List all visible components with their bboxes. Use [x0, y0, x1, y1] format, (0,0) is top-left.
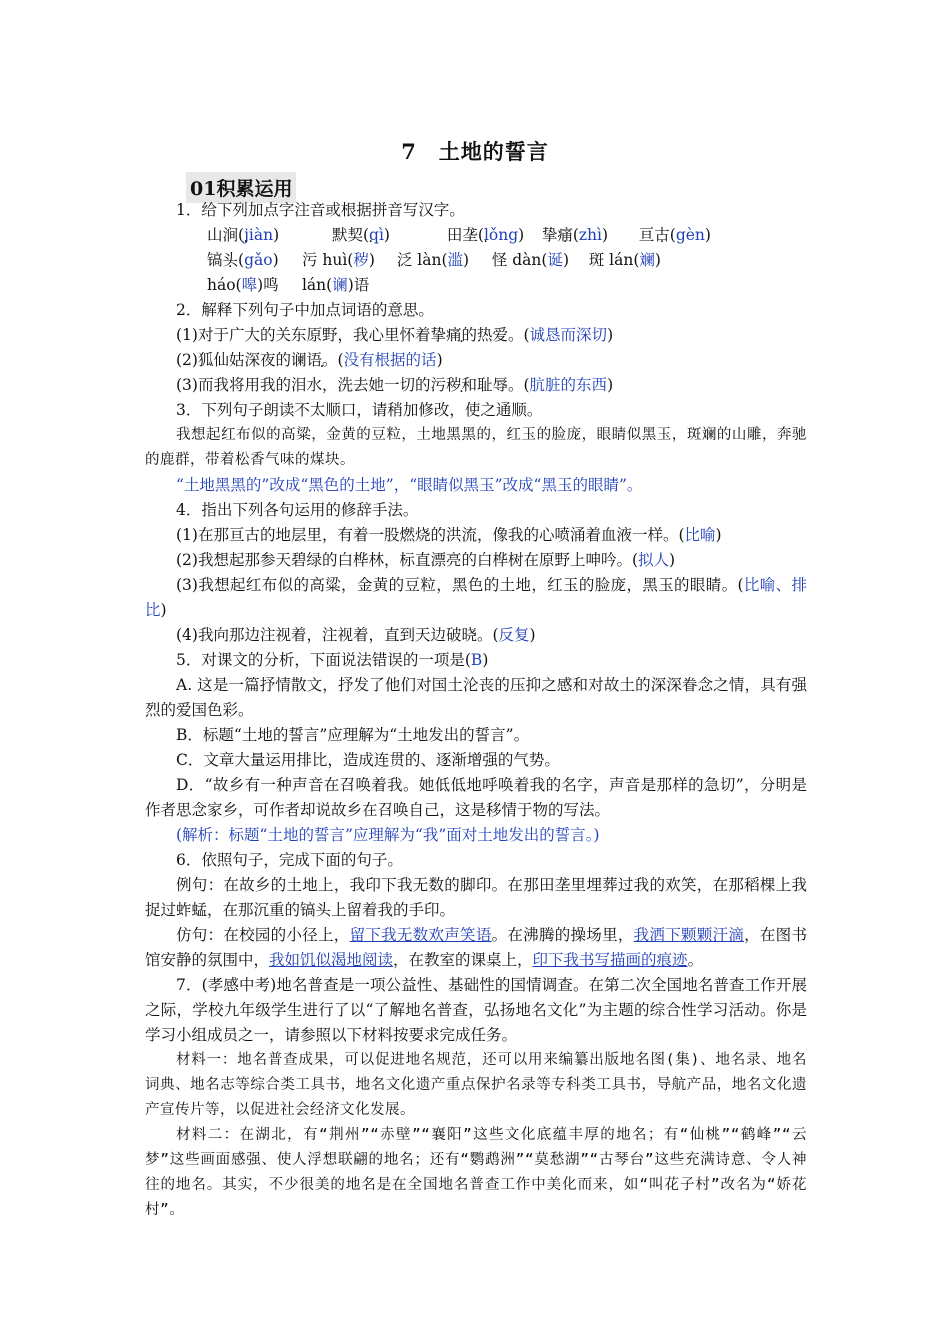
q5-stem: 5．对课文的分析，下面说法错误的一项是(B): [176, 651, 489, 669]
q2-sentence-1: (1)对于广大的关东原野，我心里怀着挚痛的热爱。(诚恳而深切): [176, 326, 614, 344]
q4-sentence-2: (2)我想起那参天碧绿的白桦林，标直漂亮的白桦树在原野上呻吟。(拟人): [176, 551, 676, 569]
q7-stem: 7．(孝感中考)地名普查是一项公益性、基础性的国情调查。在第二次全国地名普查工作开展之际，学校九年级学生进行了以“了解地名普查，弘扬地名文化”为主题的综合性学习活动。你是学习小组成员之一，请参照以下材料按要求完成任务。: [145, 976, 807, 1044]
q4-stem: 4．指出下列各句运用的修辞手法。: [176, 501, 419, 519]
q1-item: 泛 làn(滥): [396, 251, 470, 269]
q6-example: 例句：在故乡的土地上，我印下我无数的脚印。在那田垄里埋葬过我的欢笑，在那稻棵上我捉过蚱蜢，在那沉重的镐头上留着我的手印。: [145, 876, 807, 919]
q1-item: 斑 lán(斓): [588, 251, 661, 269]
q5-option-d: D．“故乡有一种声音在召唤着我。她低低地呼唤着我的名字，声音是那样的急切”，分明是作者思念家乡，可作者却说故乡在召唤自己，这是移情于物的写法。: [145, 776, 807, 819]
q1-item: 山涧(jiàn): [207, 226, 280, 244]
q1-row3: [145, 273, 807, 298]
q6-imitation: 仿句：在校园的小径上，留下我无数欢声笑语。在沸腾的操场里，我洒下颗颗汗滴，在图书馆安静的氛围中，我如饥似渴地阅读，在教室的课桌上，印下我书写描画的痕迹。: [145, 926, 807, 969]
q1-item: 怪 dàn(诞): [491, 251, 570, 269]
q5-analysis: (解析：标题“土地的誓言”应理解为“我”面对土地发出的誓言。): [176, 826, 600, 844]
q2-sentence-2: (2)狐仙姑深夜的谰语。(没有根据的话): [176, 351, 443, 369]
q1-item: 污 huì(秽): [301, 251, 375, 269]
q3-answer: “土地黑黑的”改成“黑色的土地”，“眼睛似黑玉”改成“黑玉的眼睛”。: [176, 476, 643, 494]
q3-stem: 3．下列句子朗读不太顺口，请稍加修改，使之通顺。: [176, 401, 543, 419]
q5-option-a: A. 这是一篇抒情散文，抒发了他们对国土沦丧的压抑之感和对故土的深深眷念之情，具有强烈的爱国色彩。: [145, 676, 807, 719]
q1-stem: 1．给下列加点字注音或根据拼音写汉字。: [176, 201, 465, 219]
q7-material-2: 材料二：在湖北，有“荆州”“赤壁”“襄阳”这些文化底蕴丰厚的地名；有“仙桃”“鹤峰”“云梦”这些画面感强、使人浮想联翩的地名；还有“鹦鹉洲”“莫愁湖”“古琴台”这些充满诗意、令人神往的地名。其实，不少很美的地名是在全国地名普查工作中美化而来，如“叫花子村”改名为“娇花村”。: [145, 1127, 807, 1218]
q4-sentence-1: (1)在那亘古的地层里，有着一股燃烧的洪流，像我的心喷涌着血液一样。(比喻): [176, 526, 722, 544]
q3-text: 我想起红布似的高粱，金黄的豆粒，土地黑黑的，红玉的脸庞，眼睛似黑玉，斑斓的山雕，奔驰的鹿群，带着松香气味的煤块。: [145, 427, 807, 468]
content: [145, 198, 807, 1223]
q1-item: lán(谰)语: [301, 276, 370, 294]
q5-option-b: B．标题“土地的誓言”应理解为“土地发出的誓言”。: [176, 726, 530, 744]
q1-item: háo(嗥)鸣: [207, 276, 279, 294]
q7-material-1: 材料一：地名普查成果，可以促进地名规范，还可以用来编纂出版地名图(集)、地名录、地名词典、地名志等综合类工具书，地名文化遗产重点保护名录等专科类工具书，导航产品，地名文化遗产宣传片等，以促进社会经济文化发展。: [145, 1052, 807, 1118]
page-title: 7 土地的誓言: [401, 139, 549, 164]
q1-item: 田垄(lǒng): [446, 226, 525, 244]
q5-option-c: C．文章大量运用排比，造成连贯的、逐渐增强的气势。: [176, 751, 560, 769]
q6-stem: 6．依照句子，完成下面的句子。: [176, 851, 403, 869]
q1-item: 默契(qì): [331, 226, 390, 244]
q2-stem: 2．解释下列句子中加点词语的意思。: [176, 301, 434, 319]
q1-item: 挚痛(zhì): [541, 226, 609, 244]
q4-sentence-4: (4)我向那边注视着，注视着，直到天边破晓。(反复): [176, 626, 536, 644]
q1-row1: [145, 223, 807, 248]
q1-item: 镐头(gǎo): [207, 251, 279, 269]
q4-sentence-3: (3)我想起红布似的高粱，金黄的豆粒，黑色的土地，红玉的脸庞，黑玉的眼睛。(比喻、排比): [145, 576, 807, 619]
q1-item: 亘古(gèn): [638, 226, 711, 244]
q2-sentence-3: (3)而我将用我的泪水，洗去她一切的污秽和耻辱。(肮脏的东西): [176, 376, 614, 394]
section-heading: 01积累运用: [186, 172, 296, 203]
